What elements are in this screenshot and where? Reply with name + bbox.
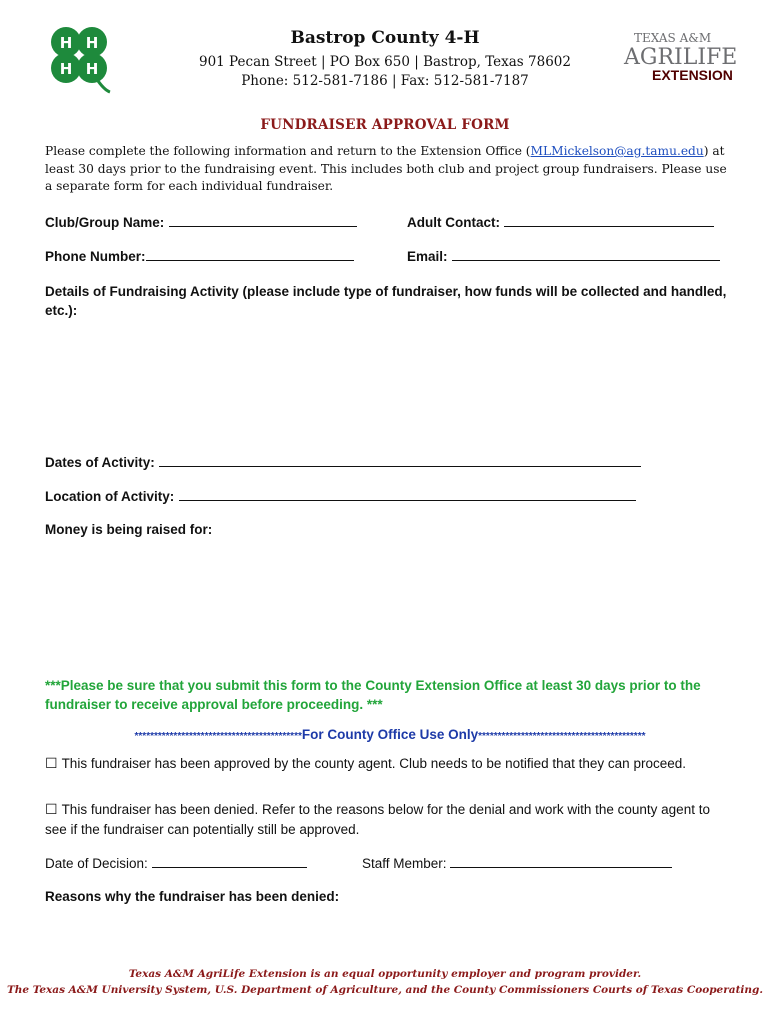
staff-member-field xyxy=(362,855,672,871)
office-stars-left: ******************************************* xyxy=(134,731,302,742)
details-label: Details of Fundraising Activity (please include type of fundraiser, how funds will be collected and handled, etc.): xyxy=(45,284,727,318)
club-group-field xyxy=(45,214,357,232)
decision-date-field xyxy=(45,855,307,871)
footer-line-1: Texas A&M AgriLife Extension is an equal opportunity employer and program provider. xyxy=(128,968,642,980)
phone-number-label: Phone Number: xyxy=(45,249,146,264)
dates-input[interactable] xyxy=(159,454,641,467)
agrilife-texas-am: TEXAS A&M xyxy=(634,31,712,45)
email-input[interactable] xyxy=(452,248,720,261)
office-use-header xyxy=(50,727,730,742)
email-field xyxy=(407,248,720,266)
approved-text: This fundraiser has been approved by the county agent. Club needs to be notified that they can proceed. xyxy=(61,756,686,771)
details-input-area[interactable] xyxy=(45,322,735,442)
decision-date-label: Date of Decision: xyxy=(45,856,148,871)
club-group-input[interactable] xyxy=(169,214,357,227)
form-title: FUNDRAISER APPROVAL FORM xyxy=(260,117,510,133)
org-name: Bastrop County 4-H xyxy=(290,28,480,48)
submission-notice: ***Please be sure that you submit this form to the County Extension Office at least 30 days prior to the fundraiser to receive approval before proceeding. *** xyxy=(45,678,701,712)
adult-contact-label: Adult Contact: xyxy=(407,215,500,230)
approved-checkbox[interactable]: ☐ xyxy=(45,755,58,771)
email-label: Email: xyxy=(407,249,448,264)
footer-line-2: The Texas A&M University System, U.S. Department of Agriculture, and the County Commissioners Courts of Texas Cooperating. xyxy=(6,984,764,996)
money-raised-input-area[interactable] xyxy=(45,545,735,665)
money-raised-label: Money is being raised for: xyxy=(45,522,213,537)
denial-reasons-label: Reasons why the fundraiser has been denied: xyxy=(45,889,340,904)
denied-text: This fundraiser has been denied. Refer to the reasons below for the denial and work with the county agent to see if the fundraiser can potentially still be approved. xyxy=(45,802,710,837)
adult-contact-field xyxy=(407,214,714,232)
location-input[interactable] xyxy=(179,488,636,501)
adult-contact-input[interactable] xyxy=(504,214,714,227)
intro-text-2: ) at least 30 days prior to the fundraising event. This includes both club and project group fundraisers. Please use a separate form for each individual fundraiser. xyxy=(45,144,727,193)
office-use-label: For County Office Use Only xyxy=(301,727,479,742)
clover-h-4: H xyxy=(85,60,99,78)
staff-member-input[interactable] xyxy=(450,855,672,868)
address-line: 901 Pecan Street | PO Box 650 | Bastrop, Texas 78602 xyxy=(199,54,571,70)
office-stars-right: ******************************************* xyxy=(478,731,646,742)
agrilife-extension: EXTENSION xyxy=(652,67,733,83)
denied-checkbox[interactable]: ☐ xyxy=(45,801,58,817)
agrilife-extension-logo xyxy=(622,28,750,84)
extension-email-link[interactable]: MLMickelson@ag.tamu.edu xyxy=(530,144,704,158)
dates-label: Dates of Activity: xyxy=(45,455,155,470)
approved-row xyxy=(45,753,735,774)
clover-h-2: H xyxy=(85,34,99,52)
intro-paragraph xyxy=(45,143,735,196)
phone-number-input[interactable] xyxy=(146,248,354,261)
location-label: Location of Activity: xyxy=(45,489,175,504)
agrilife-wordmark: AGRILIFE xyxy=(624,45,738,70)
4h-clover-logo xyxy=(44,22,114,96)
phone-number-field xyxy=(45,248,354,266)
club-group-label: Club/Group Name: xyxy=(45,215,165,230)
decision-date-input[interactable] xyxy=(152,855,307,868)
clover-h-1: H xyxy=(59,34,73,52)
staff-member-label: Staff Member: xyxy=(362,856,447,871)
dates-field xyxy=(45,454,641,472)
denial-reasons-input-area[interactable] xyxy=(45,910,735,965)
location-field xyxy=(45,488,636,506)
intro-text-1: Please complete the following information and return to the Extension Office ( xyxy=(45,144,531,158)
phone-fax-line: Phone: 512-581-7186 | Fax: 512-581-7187 xyxy=(241,73,529,89)
denied-row xyxy=(45,799,735,840)
clover-h-3: H xyxy=(59,60,73,78)
